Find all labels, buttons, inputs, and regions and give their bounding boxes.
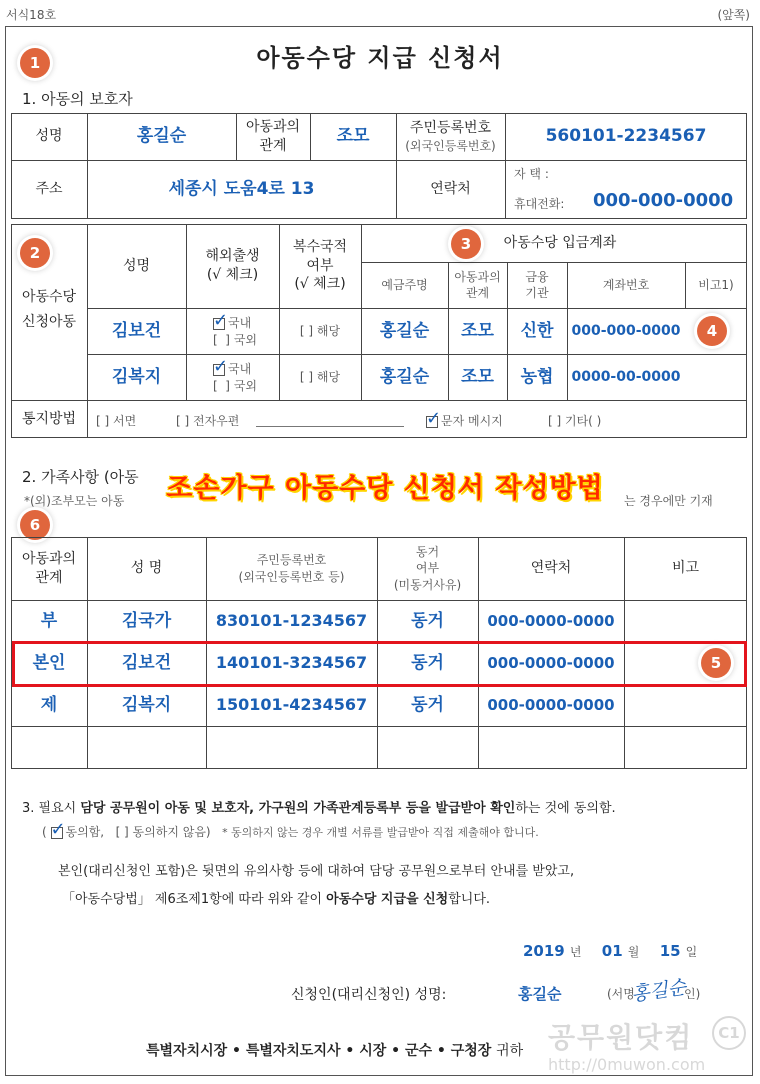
watermark-logo-icon: C1 [712, 1016, 746, 1050]
step-badge-5: 5 [701, 648, 731, 678]
section2-note: *(외)조부모는 아동 [24, 494, 125, 508]
family-rrn[interactable]: 150101-4234567 [215, 695, 368, 715]
child-name[interactable]: 김보건 [111, 320, 162, 341]
family-relation[interactable]: 본인 [32, 652, 66, 673]
notify-paper[interactable]: [ ] 서면 [96, 414, 137, 428]
family-contact-header: 연락처 [530, 560, 572, 577]
declaration-line-2: 「아동수당법」 제6조제1항에 따라 위와 같이 아동수당 지급을 신청합니다. [62, 892, 491, 907]
step-badge-3: 3 [451, 229, 481, 259]
account-section-header: 아동수당 입금계좌 [503, 234, 617, 251]
family-relation[interactable]: 부 [40, 610, 58, 631]
overseas-options[interactable]: ✓ 국내 [ ] 국외 [213, 309, 257, 348]
holder-relation-header: 아동과의 관계 [454, 269, 501, 300]
guardian-rrn-label: 주민등록번호 [409, 119, 492, 136]
overlay-banner: 조손가구 아동수당 신청서 작성방법 [150, 455, 620, 515]
signature-close: 인) [684, 987, 701, 1001]
family-contact[interactable]: 000-0000-0000 [487, 653, 615, 672]
section1-heading: 1. 아동의 보호자 [22, 90, 133, 108]
notify-email[interactable]: [ ] 전자우편 [176, 414, 240, 428]
applicant-name[interactable]: 홍길순 [518, 985, 562, 1003]
contact-label: 연락처 [430, 181, 471, 198]
guardian-name[interactable]: 홍길순 [136, 126, 187, 147]
checkbox-checked-icon[interactable]: ✓ [426, 407, 442, 429]
family-contact[interactable]: 000-0000-0000 [487, 611, 615, 630]
overseas-options[interactable]: ✓ 국내 [ ] 국외 [213, 355, 257, 394]
checkbox-checked-icon[interactable]: ✓ [213, 355, 229, 377]
applicant-label: 신청인(대리신청인) 성명: [291, 987, 447, 1003]
highlight-box-self-row [12, 641, 747, 687]
family-rrn[interactable]: 140101-3234567 [215, 653, 368, 673]
watermark-text: 공무원닷컴 [548, 1021, 694, 1054]
family-living-header: 동거 여부 (미동거사유) [393, 545, 462, 592]
consent-options[interactable]: ( ✓ 동의함, [ ] 동의하지 않음) * 동의하지 않는 경우 개별 서류를 발급받아 직접 제출해야 합니다. [42, 818, 539, 840]
step-badge-6: 6 [20, 510, 50, 540]
notify-etc[interactable]: [ ] 기타( ) [548, 414, 602, 428]
holder-relation[interactable]: 조모 [461, 320, 494, 341]
family-relation[interactable]: 제 [40, 694, 58, 715]
guardian-rrn-sublabel: (외국인등록번호) [405, 138, 496, 153]
family-living[interactable]: 동거 [411, 610, 444, 631]
form-number: 서식18호 [6, 8, 57, 22]
dual-nationality-header: 복수국적 여부 (√ 체크) [292, 238, 348, 293]
address-value[interactable]: 세종시 도움4로 13 [168, 179, 315, 200]
page-side: (앞쪽) [717, 8, 750, 22]
family-name-header: 성 명 [130, 560, 163, 577]
overseas-birth-header: 해외출생 (√ 체크) [205, 248, 260, 283]
children-side-label: 아동수당 신청아동 [21, 288, 77, 330]
family-relation-header: 아동과의 관계 [21, 550, 77, 586]
holder-relation[interactable]: 조모 [461, 366, 494, 387]
family-note-header: 비고 [671, 560, 700, 577]
guardian-name-label: 성명 [35, 128, 63, 145]
recipient-line: 특별자치시장 • 특별자치도지사 • 시장 • 군수 • 구청장 귀하 [146, 1043, 524, 1059]
application-date[interactable]: 2019 년 01 월 15 일 [523, 942, 698, 960]
family-living[interactable]: 동거 [411, 694, 444, 715]
step-badge-1: 1 [20, 48, 50, 78]
family-rrn[interactable]: 830101-1234567 [215, 611, 368, 631]
holder-name[interactable]: 홍길순 [379, 320, 430, 341]
family-living[interactable]: 동거 [411, 652, 444, 673]
section2-note-tail: 는 경우에만 기재 [624, 494, 713, 508]
bank-name[interactable]: 농협 [520, 366, 554, 387]
declaration-line-1: 본인(대리신청인 포함)은 뒷면의 유의사항 등에 대하여 담당 공무원으로부터 안내를 받았고, [58, 864, 575, 879]
email-underline [256, 426, 404, 427]
step-badge-2: 2 [20, 238, 50, 268]
account-number[interactable]: 000-000-0000 [571, 322, 681, 339]
family-rrn-header: 주민등록번호 (외국인등록번호 등) [238, 553, 345, 584]
watermark-url: http://0muwon.com [548, 1055, 706, 1074]
guardian-rrn[interactable]: 560101-2234567 [545, 126, 707, 147]
account-number[interactable]: 0000-00-0000 [571, 368, 681, 385]
handwritten-signature: 홍길순 [629, 976, 688, 1006]
dual-option[interactable]: [ ] 해당 [299, 323, 341, 338]
checkbox-checked-icon[interactable]: ✓ [50, 818, 66, 840]
home-phone-label: 자 택 : [514, 167, 549, 181]
dual-option[interactable]: [ ] 해당 [299, 369, 341, 384]
bank-header: 금융 기관 [525, 269, 549, 300]
address-label: 주소 [35, 181, 63, 198]
section2-heading: 2. 가족사항 (아동 [22, 468, 139, 486]
form-title: 아동수당 지급 신청서 [256, 44, 504, 72]
signature-open: (서명 [607, 987, 635, 1001]
family-name[interactable]: 김복지 [121, 694, 172, 715]
notify-sms[interactable]: ✓ 문자 메시지 [426, 407, 503, 429]
step-badge-4: 4 [697, 316, 727, 346]
guardian-relation[interactable]: 조모 [336, 126, 370, 147]
notify-label: 통지방법 [21, 410, 77, 427]
mobile-label: 휴대전화: [514, 197, 565, 211]
child-name[interactable]: 김복지 [111, 366, 162, 387]
checkbox-checked-icon[interactable]: ✓ [213, 309, 229, 331]
holder-header: 예금주명 [381, 277, 428, 292]
holder-name[interactable]: 홍길순 [379, 366, 430, 387]
account-number-header: 계좌번호 [602, 277, 650, 292]
mobile-value[interactable]: 000-000-0000 [593, 190, 734, 211]
guardian-relation-label: 아동과의 관계 [245, 118, 301, 154]
family-name[interactable]: 김국가 [121, 610, 172, 631]
consent-statement: 3. 필요시 담당 공무원이 아동 및 보호자, 가구원의 가족관계등록부 등을 발급받아 확인하는 것에 동의함. [22, 801, 616, 816]
family-name[interactable]: 김보건 [121, 652, 172, 673]
bank-name[interactable]: 신한 [520, 320, 554, 341]
child-name-header: 성명 [122, 257, 151, 274]
note-header: 비고1) [698, 277, 734, 292]
family-contact[interactable]: 000-0000-0000 [487, 695, 615, 714]
